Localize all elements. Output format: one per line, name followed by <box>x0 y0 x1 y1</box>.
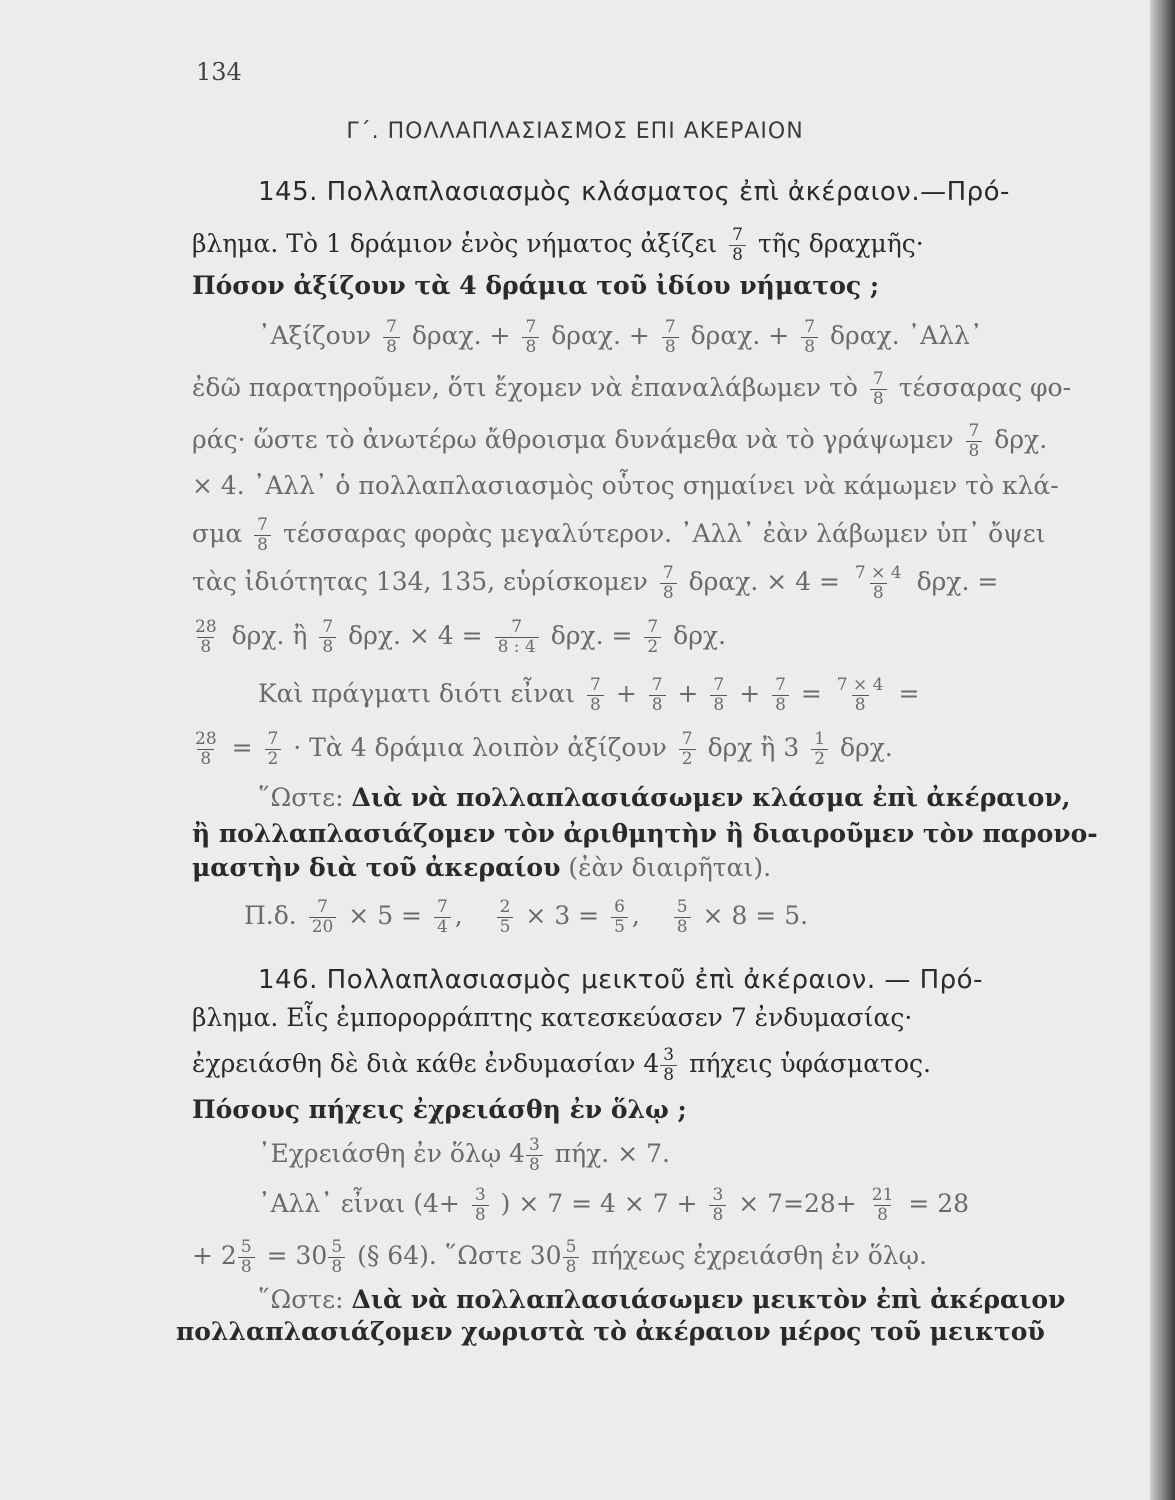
text-line: × 4. ᾿Αλλ᾿ ὁ πολλαπλασιασμὸς οὗτος σημαίνει νὰ κάμωμεν τὸ κλά- <box>192 471 1059 500</box>
problem-146-line-3: ἐχρειάσθη δὲ διὰ κάθε ἐνδυμασίαν 4 $\frac{3}{8}$ πήχεις ὑφάσματος. <box>192 1045 931 1085</box>
text-line: ράς· ὥστε τὸ ἀνωτέρω ἄθροισμα δυνάμεθα νὰ τὸ γράψωμεν $\frac{7}{8}$ δρχ. <box>192 421 1048 461</box>
fraction: $\frac{7}{8}$ <box>710 676 727 715</box>
text-line: τὰς ἰδιότητας 134, 135, εὑρίσκομεν $\frac{7}{8}$ δραχ. × 4 = $\frac{7 \times 4}{8}$ δρχ. = <box>192 563 999 603</box>
problem-146-question: Πόσους πήχεις ἐχρειάσθη ἐν ὅλῳ ; <box>192 1095 687 1124</box>
text-line: σμα $\frac{7}{8}$ τέσσαρας φορὰς μεγαλύτερον. ᾿Αλλ᾿ ἐὰν λάβωμεν ὑπ᾿ ὄψει <box>192 515 1046 555</box>
problem-146-line-2: βλημα. Εἷς ἐμπορορράπτης κατεσκεύασεν 7 ἐνδυμασίας· <box>192 1003 913 1032</box>
rule-145-line-1: ῞Ωστε: Διὰ νὰ πολλαπλασιάσωμεν κλάσμα ἐπὶ ἀκέραιον, <box>258 783 1071 812</box>
fraction: $\frac{7}{8}$ <box>729 226 746 265</box>
fraction: $\frac{7 \times 4}{8}$ <box>854 563 902 603</box>
text-line: ᾿Εχρειάσθη ἐν ὅλῳ 4 $\frac{3}{8}$ πήχ. × 7. <box>258 1135 670 1175</box>
fraction: $\frac{7}{8}$ <box>772 676 789 715</box>
fraction: $\frac{5}{8}$ <box>563 1238 580 1277</box>
fraction: $\frac{7}{8 : 4}$ <box>495 618 539 657</box>
fraction: $\frac{5}{8}$ <box>674 898 691 937</box>
fraction: $\frac{1}{2}$ <box>811 730 828 769</box>
fraction: $\frac{7}{8}$ <box>254 516 271 555</box>
fraction: $\frac{3}{8}$ <box>526 1136 543 1175</box>
rule-146-line-2: πολλαπλασιάζομεν χωριστὰ τὸ ἀκέραιον μέρος τοῦ μεικτοῦ <box>176 1317 1045 1346</box>
fraction: $\frac{7}{8}$ <box>319 618 336 657</box>
fraction: $\frac{7}{8}$ <box>870 370 887 409</box>
section-146-title: 146. Πολλαπλασιασμὸς μεικτοῦ ἐπὶ ἀκέραιον. — Πρό- <box>258 965 983 995</box>
fraction: $\frac{3}{8}$ <box>660 1046 677 1085</box>
fraction: $\frac{5}{8}$ <box>238 1238 255 1277</box>
text-line: ἐδῶ παρατηροῦμεν, ὅτι ἔχομεν νὰ ἐπαναλάβωμεν τὸ $\frac{7}{8}$ τέσσαρας φο- <box>192 369 1072 409</box>
section-145-title: 145. Πολλαπλασιασμὸς κλάσματος ἐπὶ ἀκέραιον.—Πρό- <box>258 177 1010 207</box>
fraction: $\frac{7}{20}$ <box>309 898 337 937</box>
fraction: $\frac{7}{8}$ <box>662 318 679 357</box>
fraction: $\frac{21}{8}$ <box>871 1185 894 1225</box>
page-edge-shadow <box>1150 0 1175 1500</box>
text-line: ᾿Αλλ᾿ εἶναι (4+ $\frac{3}{8}$ ) × 7 = 4 × 7 + $\frac{3}{8}$ × 7=28+ $\frac{21}{8}$ = 28 <box>258 1185 970 1225</box>
chapter-heading: Γ΄. ΠΟΛΛΑΠΛΑΣΙΑΣΜΟΣ ΕΠΙ ΑΚΕΡΑΙΟΝ <box>346 119 804 144</box>
text-line: $\frac{28}{8}$ δρχ. ἢ $\frac{7}{8}$ δρχ. × 4 = $\frac{7}{8 : 4}$ δρχ. = $\frac{7}{2}$ δρχ. <box>192 618 726 657</box>
problem-145-question: Πόσον ἀξίζουν τὰ 4 δράμια τοῦ ἰδίου νήματος ; <box>192 271 880 300</box>
fraction: $\frac{7}{8}$ <box>587 676 604 715</box>
fraction: $\frac{7}{8}$ <box>966 422 983 461</box>
text-line: + 2 $\frac{5}{8}$ = 30 $\frac{5}{8}$ (§ 64). ῞Ωστε 30 $\frac{5}{8}$ πήχεως ἐχρειάσθη ἐν ὅλῳ. <box>192 1237 927 1277</box>
fraction: $\frac{5}{8}$ <box>328 1238 345 1277</box>
page-number: 134 <box>196 58 242 86</box>
rule-146-line-1: ῞Ωστε: Διὰ νὰ πολλαπλασιάσωμεν μεικτὸν ἐπὶ ἀκέραιον <box>258 1285 1066 1314</box>
fraction: $\frac{6}{5}$ <box>611 898 628 937</box>
fraction: $\frac{7 \times 4}{8}$ <box>836 675 884 715</box>
sum-line: ᾿Αξίζουν $\frac{7}{8}$ δραχ. + $\frac{7}{8}$ δραχ. + $\frac{7}{8}$ δραχ. + $\frac{7}{8}$ δραχ. ᾿Αλλ᾿ <box>258 317 983 357</box>
verification-line: Καὶ πράγματι διότι εἶναι $\frac{7}{8}$ + $\frac{7}{8}$ + $\frac{7}{8}$ + $\frac{7}{8}$ = $\frac{7 \times 4}{8}$ = <box>258 675 920 715</box>
fraction: $\frac{28}{8}$ <box>195 729 217 769</box>
fraction: $\frac{7}{2}$ <box>644 618 661 657</box>
fraction: $\frac{3}{8}$ <box>472 1186 489 1225</box>
fraction: $\frac{7}{8}$ <box>383 318 400 357</box>
fraction: $\frac{7}{4}$ <box>434 898 451 937</box>
fraction: $\frac{7}{8}$ <box>801 318 818 357</box>
examples-line: Π.δ. $\frac{7}{20}$ × 5 = $\frac{7}{4}$ , $\frac{2}{5}$ × 3 = $\frac{6}{5}$ , $\frac{5}{8}$ × 8 = 5. <box>244 897 809 937</box>
fraction: $\frac{7}{2}$ <box>679 730 696 769</box>
fraction: $\frac{7}{2}$ <box>265 730 282 769</box>
text-line: $\frac{28}{8}$ = $\frac{7}{2}$ · Τὰ 4 δράμια λοιπὸν ἀξίζουν $\frac{7}{2}$ δρχ ἢ 3 $\frac{1}{2}$ δρχ. <box>192 730 893 769</box>
fraction: $\frac{3}{8}$ <box>709 1186 726 1225</box>
fraction: $\frac{7}{8}$ <box>660 564 677 603</box>
fraction: $\frac{2}{5}$ <box>497 898 514 937</box>
fraction: $\frac{7}{8}$ <box>649 676 666 715</box>
fraction: $\frac{28}{8}$ <box>195 617 217 657</box>
rule-145-line-3: μαστὴν διὰ τοῦ ἀκεραίου (ἐὰν διαιρῆται). <box>192 853 772 882</box>
problem-145-line-2: βλημα. Τὸ 1 δράμιον ἑνὸς νήματος ἀξίζει $\frac{7}{8}$ τῆς δραχμῆς· <box>192 225 924 265</box>
fraction: $\frac{7}{8}$ <box>522 318 539 357</box>
rule-145-line-2: ἢ πολλαπλασιάζομεν τὸν ἀριθμητὴν ἢ διαιροῦμεν τὸν παρονο- <box>192 819 1098 848</box>
